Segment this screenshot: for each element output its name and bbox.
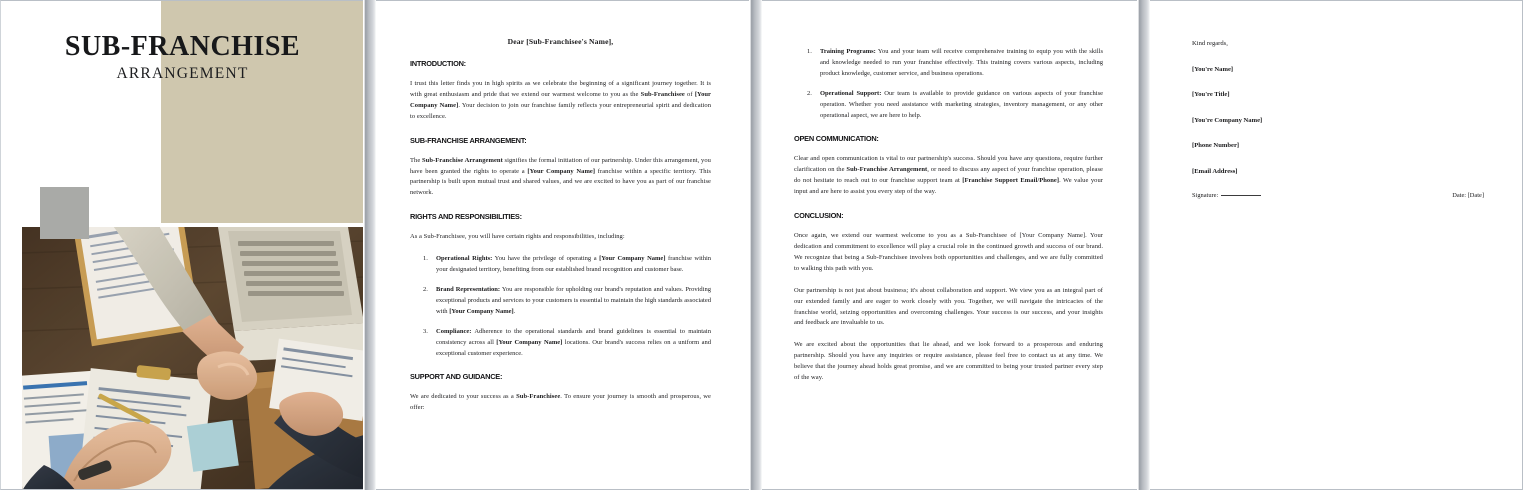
page-divider (749, 0, 762, 490)
paragraph-open-communication: Clear and open communication is vital to our partnership's success. Should you have any questions, require further clarification on the Sub-Franchise Arrangement, or need to discuss any aspect of your franchise operation, please do not hesitate to reach out to our franchise support team at [Franchise Support Email/Phone]. We value your input and are here to assist you every step of the way. (794, 155, 1104, 196)
cover-title: SUB-FRANCHISE (64, 31, 301, 62)
paragraph-conclusion-3: We are excited about the opportunities that lie ahead, and we look forward to a prosperous and enduring partnership. Should you have any inquiries or require assistance, please feel free to contact us at any time. We believe that the journey ahead holds great promise, and we are committed to being your trusted partner every step of the way. (794, 341, 1103, 382)
heading-sub-franchise-arrangement: SUB-FRANCHISE ARRANGEMENT: (410, 135, 527, 145)
cover-handshake-photo (22, 227, 363, 490)
document-page-3[interactable] (762, 0, 1137, 490)
list-item: Operational Support: Our team is available to provide guidance on various aspects of your franchise operation. Whether you need assistance with marketing strategies, inventory management, or any other operational aspect, we are here to help. (820, 89, 1103, 119)
salutation: Dear [Sub-Franchisee's Name], (507, 37, 614, 46)
heading-support-and-guidance: SUPPORT AND GUIDANCE: (410, 372, 503, 382)
signature-row (1192, 192, 1488, 199)
heading-introduction: INTRODUCTION: (410, 59, 466, 68)
document-page-cover[interactable] (0, 0, 363, 490)
paragraph-support: We are dedicated to your success as a Sub-Franchisee. To ensure your journey is smooth and prosperous, we offer: (410, 393, 711, 412)
signature-label: Signature: (1192, 192, 1261, 199)
cover-gray-square (40, 187, 89, 239)
page-2-content (376, 1, 749, 489)
field-phone-number: [Phone Number] (1192, 142, 1240, 150)
heading-conclusion: CONCLUSION: (794, 211, 844, 221)
field-email-address: [Email Address] (1192, 167, 1238, 175)
cover-title-group (1, 31, 363, 83)
page-divider (363, 0, 376, 490)
paragraph-rights-intro: As a Sub-Franchisee, you will have certain rights and responsibilities, including: (410, 233, 625, 241)
paragraph-conclusion-2: Our partnership is not just about business; it's about collaboration and support. We view you as an integral part of our extended family and are eager to work closely with you. Together, we will navigate the intricacies of the franchise world, seizing opportunities and overcoming challenges. Your success is our success, and your insights and feedback are invaluable to us. (794, 286, 1103, 327)
heading-open-communication: OPEN COMMUNICATION: (794, 134, 879, 144)
page-4-content (1150, 1, 1522, 489)
page-divider (1137, 0, 1150, 490)
paragraph-arrangement: The Sub-Franchise Arrangement signifies the formal initiation of our partnership. Under this arrangement, you have been granted the rights to operate a [Your Company Name] franchise within a specific territory. This partnership is built upon mutual trust and shared values, and we are excited to have you as part of our franchise network. (410, 156, 711, 197)
document-page-2[interactable] (376, 0, 749, 490)
list-item: Brand Representation: You are responsible for upholding our brand's reputation and values. Providing exceptional products and services to your customers is essential to maintain the high standards associated with [Your Company Name]. (436, 285, 711, 315)
heading-rights-and-responsibilities: RIGHTS AND RESPONSIBILITIES: (410, 212, 522, 222)
list-item: Operational Rights: You have the privilege of operating a [Your Company Name] franchise within your designated territory, benefiting from our established brand recognition and customer base. (436, 255, 712, 274)
paragraph-conclusion-1: Once again, we extend our warmest welcome to you as a Sub-Franchisee of [Your Company Name]. Your dedication and commitment to excellence will play a crucial role in the continued growth and success of our brand. We recognize that being a Sub-Franchisee involves both opportunities and challenges, and we are fully committed to walking this path with you. (794, 232, 1103, 272)
paragraph-introduction: I trust this letter finds you in high spirits as we celebrate the beginning of a significant journey together. It is with great enthusiasm and pride that we extend our warmest welcome to you as the Sub-Franchisee of [Your Company Name]. Your decision to join our franchise family reflects your entrepreneurial spirit and dedication to excellence. (410, 80, 712, 120)
field-your-title: [You're Title] (1192, 91, 1230, 99)
date-label: Date: [Date] (1452, 192, 1484, 200)
cover-subtitle: ARRANGEMENT (116, 65, 249, 83)
list-item: Compliance: Adherence to the operational standards and brand guidelines is essential to maintain consistency across all [Your Company Name] locations. Our brand's success relies on a uniform and exceptional customer experience. (436, 327, 711, 357)
signature-line (1221, 195, 1261, 196)
closing-salutation: Kind regards, (1192, 40, 1228, 47)
rights-list (410, 254, 711, 359)
field-your-company-name: [You're Company Name] (1192, 116, 1263, 124)
page-3-content (762, 1, 1137, 489)
field-your-name: [You're Name] (1192, 65, 1234, 73)
support-list (794, 47, 1103, 121)
document-page-4[interactable] (1150, 0, 1523, 490)
list-item: Training Programs: You and your team will receive comprehensive training to equip you with the skills and knowledge needed to run your franchise effectively. This training covers various aspects, including product knowledge, customer service, and business operations. (820, 48, 1104, 77)
